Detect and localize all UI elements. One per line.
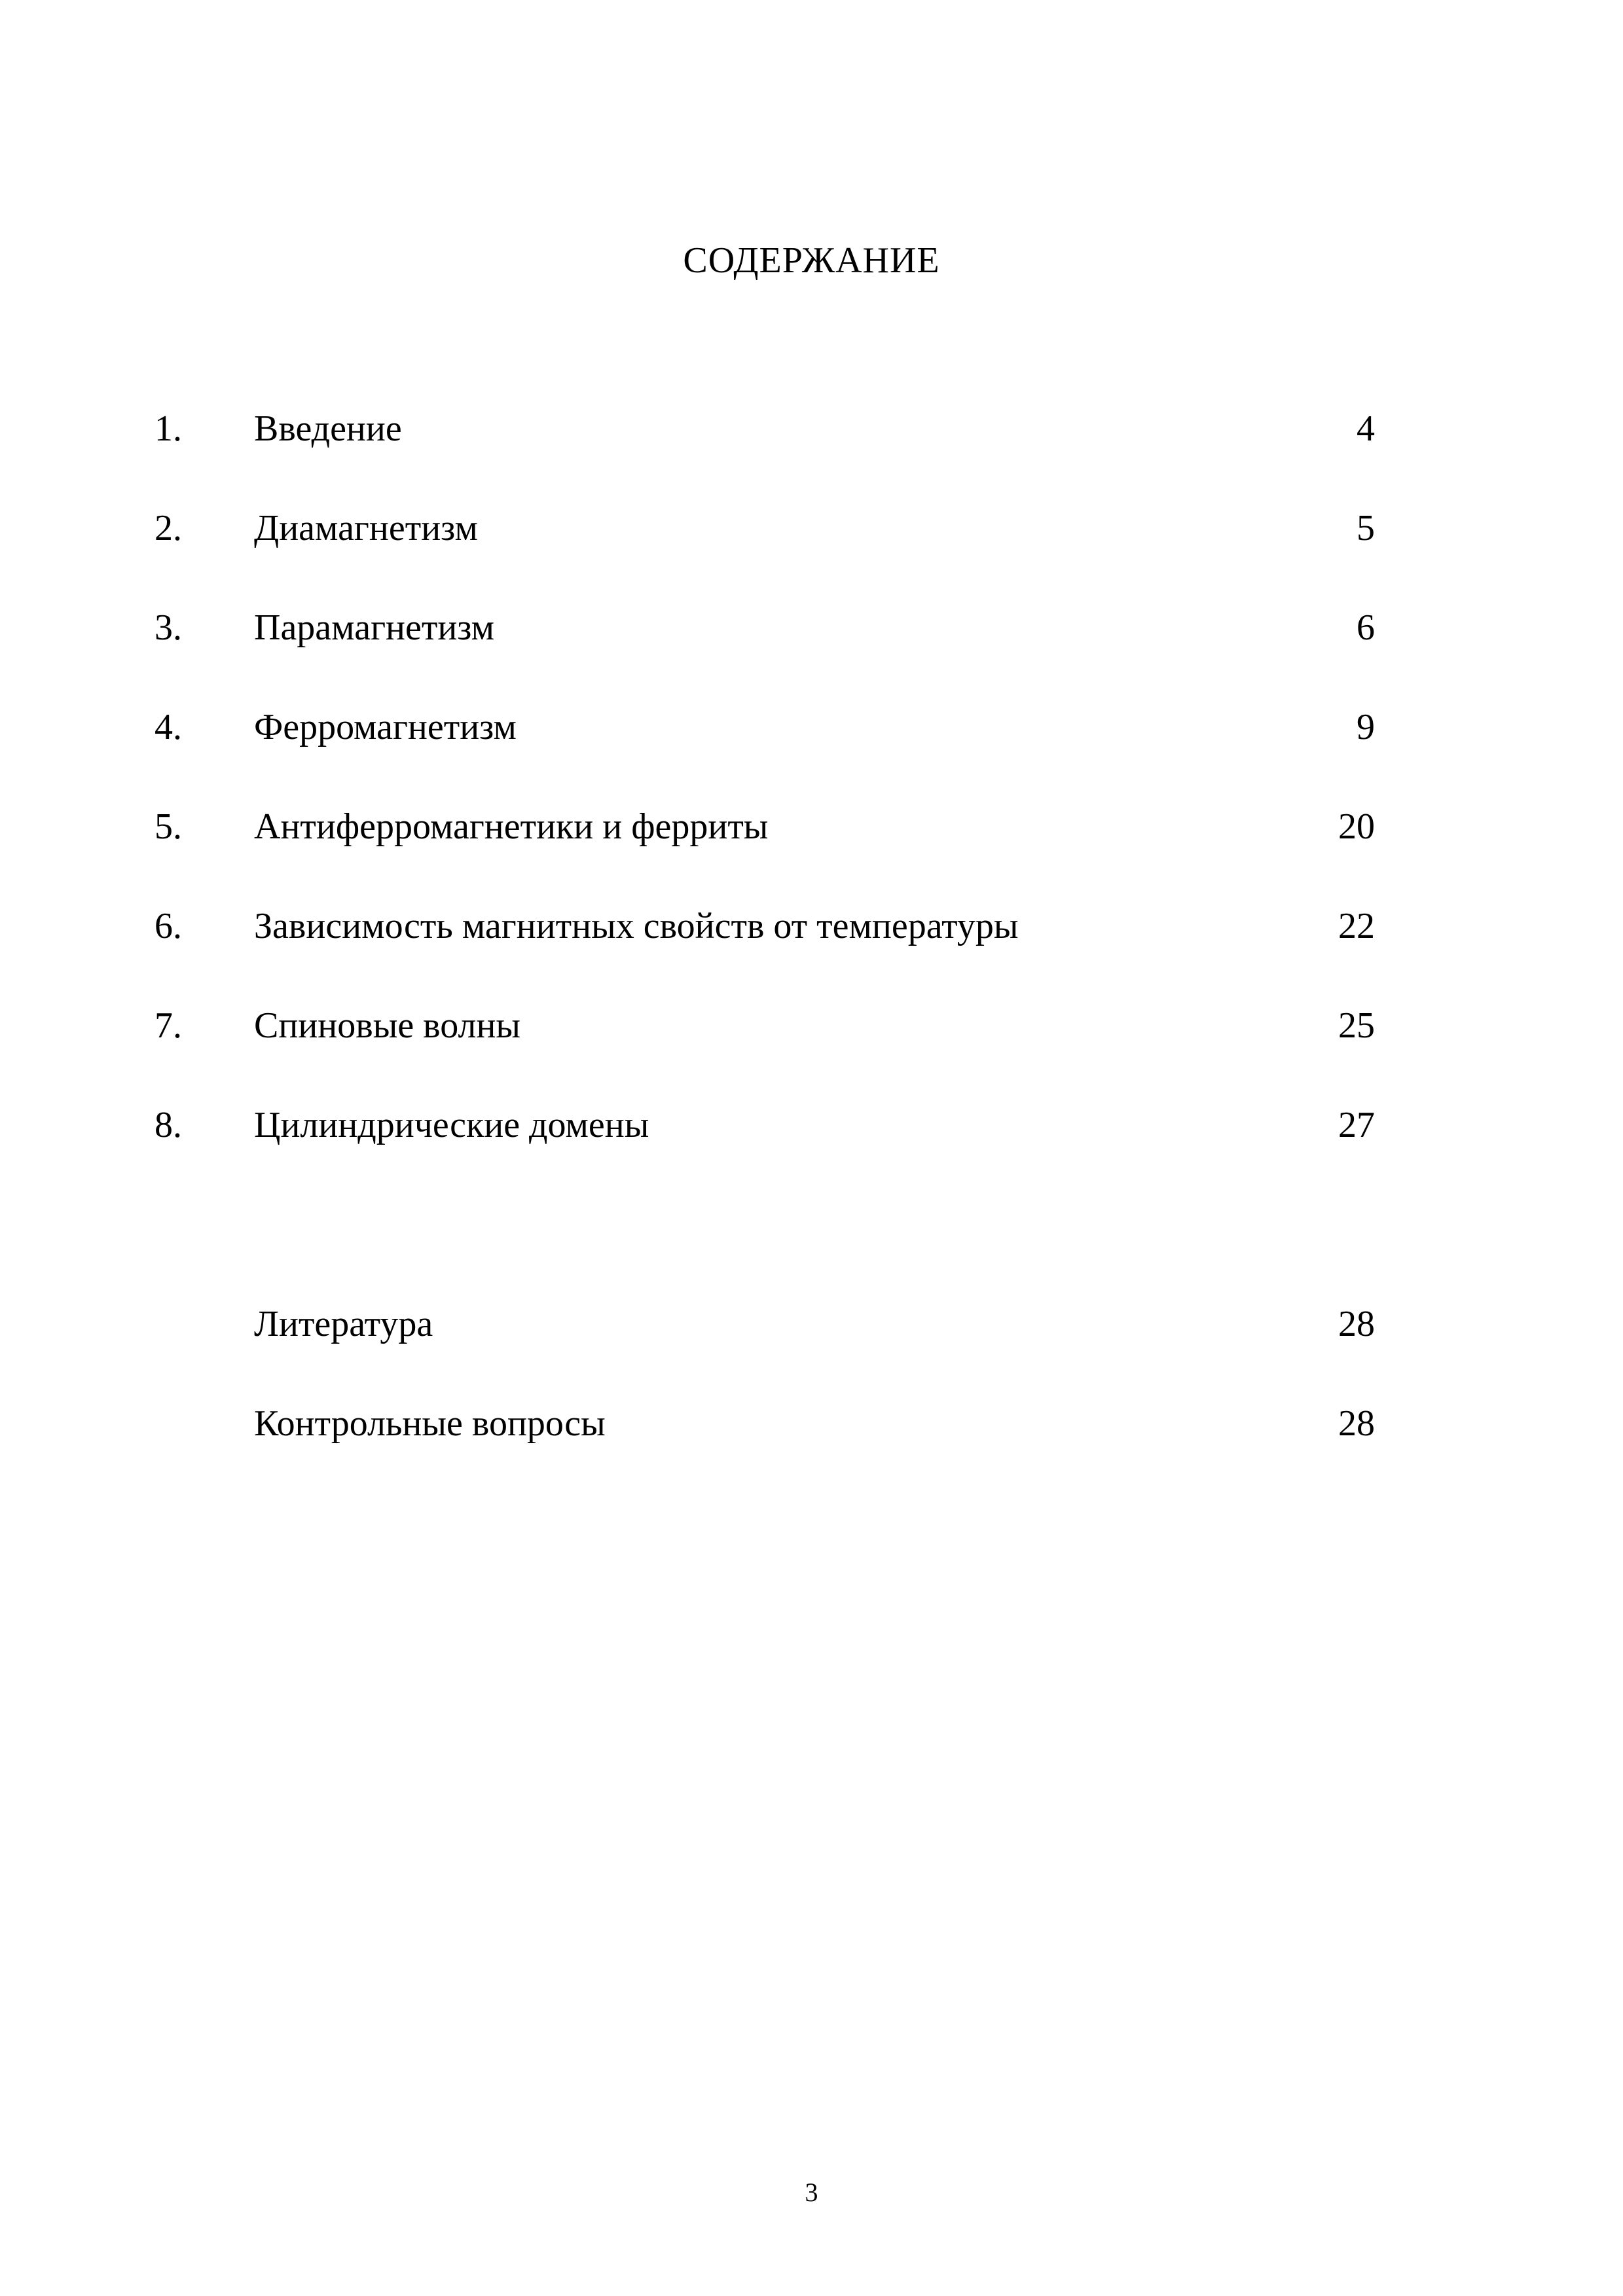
toc-entry-title: Парамагнетизм	[254, 607, 495, 648]
toc-entry-title: Спиновые волны	[254, 1005, 521, 1046]
toc-entry-page: 20	[1338, 806, 1375, 847]
toc-entry-review-questions	[0, 1400, 1623, 1447]
toc-entry-number: 1.	[155, 408, 182, 449]
toc-entry-spin-waves	[0, 1002, 1623, 1049]
toc-entry-literature	[0, 1300, 1623, 1348]
toc-entry-title: Контрольные вопросы	[254, 1403, 606, 1444]
toc-entry-page: 4	[1357, 408, 1375, 449]
toc-entry-number: 3.	[155, 607, 182, 648]
toc-entry-title: Введение	[254, 408, 402, 449]
toc-entry-page: 22	[1338, 906, 1375, 946]
toc-entry-number: 8.	[155, 1105, 182, 1145]
toc-entry-number: 2.	[155, 508, 182, 548]
page-number: 3	[805, 2178, 818, 2207]
toc-entry-page: 28	[1338, 1403, 1375, 1444]
toc-entry-number: 4.	[155, 707, 182, 747]
toc-entry-page: 9	[1357, 707, 1375, 747]
toc-entry-number: 7.	[155, 1005, 182, 1046]
toc-entry-title: Антиферромагнетики и ферриты	[254, 806, 769, 847]
toc-entry-page: 25	[1338, 1005, 1375, 1046]
toc-entry-title: Ферромагнетизм	[254, 707, 517, 747]
page-title: СОДЕРЖАНИЕ	[683, 240, 940, 281]
toc-entry-title: Литература	[254, 1304, 433, 1344]
toc-entry-cylindrical-domains	[0, 1102, 1623, 1149]
toc-entry-antiferromagnetics	[0, 803, 1623, 850]
toc-entry-temperature-dependence	[0, 903, 1623, 950]
toc-entry-introduction	[0, 405, 1623, 452]
toc-entry-page: 27	[1338, 1105, 1375, 1145]
toc-entry-page: 6	[1357, 607, 1375, 648]
toc-entry-paramagnetism	[0, 604, 1623, 651]
toc-entry-page: 5	[1357, 508, 1375, 548]
toc-entry-title: Диамагнетизм	[254, 508, 478, 548]
toc-entry-number: 6.	[155, 906, 182, 946]
toc-entry-page: 28	[1338, 1304, 1375, 1344]
toc-entry-ferromagnetism	[0, 704, 1623, 751]
toc-entry-title: Цилиндрические домены	[254, 1105, 649, 1145]
toc-entry-diamagnetism	[0, 505, 1623, 552]
toc-entry-title: Зависимость магнитных свойств от температуры	[254, 906, 1019, 946]
toc-entry-number: 5.	[155, 806, 182, 847]
